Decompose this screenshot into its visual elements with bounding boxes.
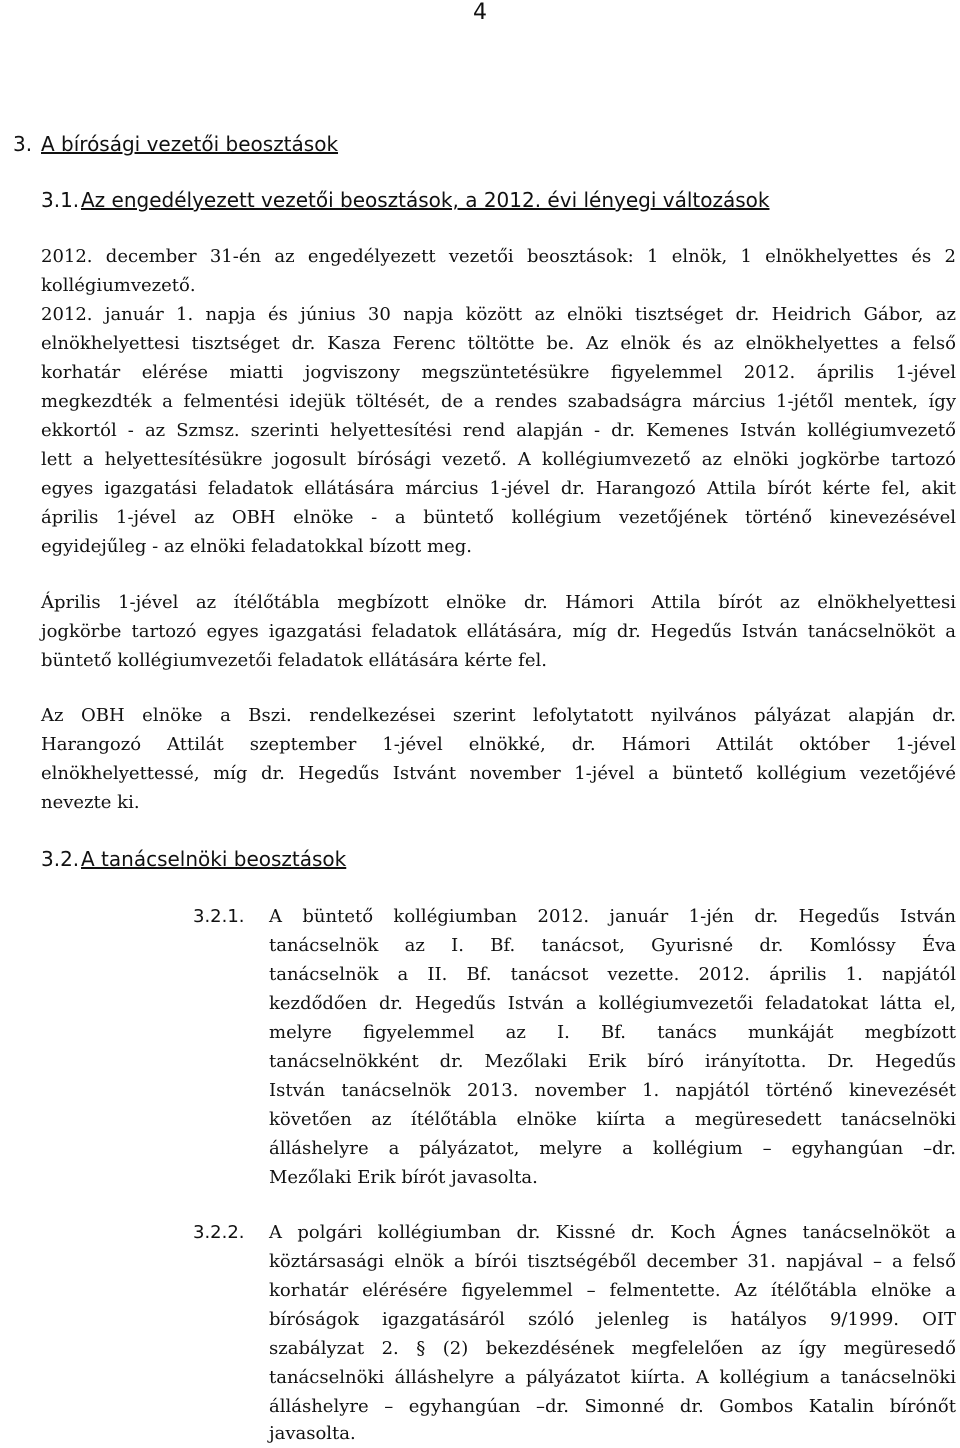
text-line: ekkortól - az Szmsz. szerinti helyettesítési rend alapján - dr. Kemenes István kollégiumvezető bbox=[41, 420, 956, 441]
text-line: tanácselnökként dr. Mezőlaki Erik bíró irányította. Dr. Hegedűs bbox=[269, 1051, 956, 1072]
text-line: melyre figyelemmel az I. Bf. tanács munkáját megbízott bbox=[269, 1022, 956, 1043]
text-line: tanácselnök az I. Bf. tanácsot, Gyurisné dr. Komlóssy Éva bbox=[269, 935, 956, 956]
section-title: Az engedélyezett vezetői beosztások, a 2012. évi lényegi változások bbox=[81, 188, 770, 212]
page-number: 4 bbox=[473, 0, 487, 25]
text-line: 2012. december 31-én az engedélyezett vezetői beosztások: 1 elnök, 1 elnökhelyettes és 2 bbox=[41, 246, 956, 267]
text-line: A polgári kollégiumban dr. Kissné dr. Koch Ágnes tanácselnököt a bbox=[269, 1222, 956, 1243]
text-line: kezdődően dr. Hegedűs István a kollégiumvezetői feladatokat látta el, bbox=[269, 993, 956, 1014]
section-number: 3. bbox=[13, 132, 33, 156]
subsection-number: 3.2.2. bbox=[193, 1222, 245, 1243]
section-title: A bírósági vezetői beosztások bbox=[41, 132, 339, 156]
text-line: Április 1-jével az ítélőtábla megbízott elnöke dr. Hámori Attila bírót az elnökhelyettesi bbox=[41, 592, 956, 613]
section-title: A tanácselnöki beosztások bbox=[81, 847, 347, 871]
text-line: egyidejűleg - az elnöki feladatokkal bízott meg. bbox=[41, 536, 472, 557]
section-heading-3 bbox=[13, 132, 338, 156]
text-line: büntető kollégiumvezetői feladatok ellátására kérte fel. bbox=[41, 650, 547, 671]
text-line: lett a helyettesítésükre jogosult bírósági vezető. A kollégiumvezető az elnöki jogkörbe tartozó bbox=[41, 449, 956, 470]
text-line: bíróságok igazgatásáról szóló jelenleg is hatályos 9/1999. OIT bbox=[269, 1309, 956, 1330]
text-line: Az OBH elnöke a Bszi. rendelkezései szerint lefolytatott nyilvános pályázat alapján dr. bbox=[41, 705, 956, 726]
text-line: szabályzat 2. § (2) bekezdésének megfelelően az így megüresedő bbox=[269, 1338, 956, 1359]
text-line: István tanácselnök 2013. november 1. napjától történő kinevezését bbox=[269, 1080, 956, 1101]
text-line: tanácselnök a II. Bf. tanácsot vezette. 2012. április 1. napjától bbox=[269, 964, 956, 985]
text-line: köztársasági elnök a bírói tisztségéből december 31. napjával – a felső bbox=[269, 1251, 956, 1272]
text-line: április 1-jével az OBH elnöke - a büntető kollégium vezetőjének történő kinevezésével bbox=[41, 507, 956, 528]
section-heading-3-1 bbox=[41, 188, 770, 212]
text-line: egyes igazgatási feladatok ellátására március 1-jével dr. Harangozó Attila bírót kérte fel, akit bbox=[41, 478, 956, 499]
text-line: korhatár elérésére figyelemmel – felmentette. Az ítélőtábla elnöke a bbox=[269, 1280, 956, 1301]
subsection-number: 3.2.1. bbox=[193, 906, 245, 927]
text-line: álláshelyre a pályázatot, melyre a kollégium – egyhangúan –dr. bbox=[269, 1138, 956, 1159]
text-line: 2012. január 1. napja és június 30 napja között az elnöki tisztséget dr. Heidrich Gábor, az bbox=[41, 304, 956, 325]
text-line: Harangozó Attilát szeptember 1-jével elnökké, dr. Hámori Attilát október 1-jével bbox=[41, 734, 956, 755]
text-line: megkezdték a felmentési idejük töltését, de a rendes szabadságra március 1-jétől mentek, így bbox=[41, 391, 956, 412]
text-line: álláshelyre – egyhangúan –dr. Simonné dr. Gombos Katalin bírónőt bbox=[269, 1396, 956, 1417]
text-line: jogkörbe tartozó egyes igazgatási feladatok ellátására, míg dr. Hegedűs István tanácselnököt a bbox=[41, 621, 956, 642]
text-line: kollégiumvezető. bbox=[41, 275, 196, 296]
section-number: 3.1. bbox=[41, 188, 80, 212]
text-line: A büntető kollégiumban 2012. január 1-jén dr. Hegedűs István bbox=[269, 906, 956, 927]
text-line: tanácselnöki álláshelyre a pályázatot kiírta. A kollégium a tanácselnöki bbox=[269, 1367, 956, 1388]
text-line: Mezőlaki Erik bírót javasolta. bbox=[269, 1167, 538, 1188]
text-line: korhatár elérése miatti jogviszony megszüntetésükre figyelemmel 2012. április 1-jével bbox=[41, 362, 956, 383]
text-line: nevezte ki. bbox=[41, 792, 140, 813]
text-line: elnökhelyettesi tisztséget dr. Kasza Ferenc töltötte be. Az elnök és az elnökhelyettes a felső bbox=[41, 333, 956, 354]
text-line: követően az ítélőtábla elnöke kiírta a megüresedett tanácselnöki bbox=[269, 1109, 956, 1130]
text-line: elnökhelyettessé, míg dr. Hegedűs Istvánt november 1-jével a büntető kollégium vezetőjévé bbox=[41, 763, 956, 784]
section-number: 3.2. bbox=[41, 847, 80, 871]
section-heading-3-2 bbox=[41, 847, 346, 871]
text-line: javasolta. bbox=[269, 1423, 356, 1444]
